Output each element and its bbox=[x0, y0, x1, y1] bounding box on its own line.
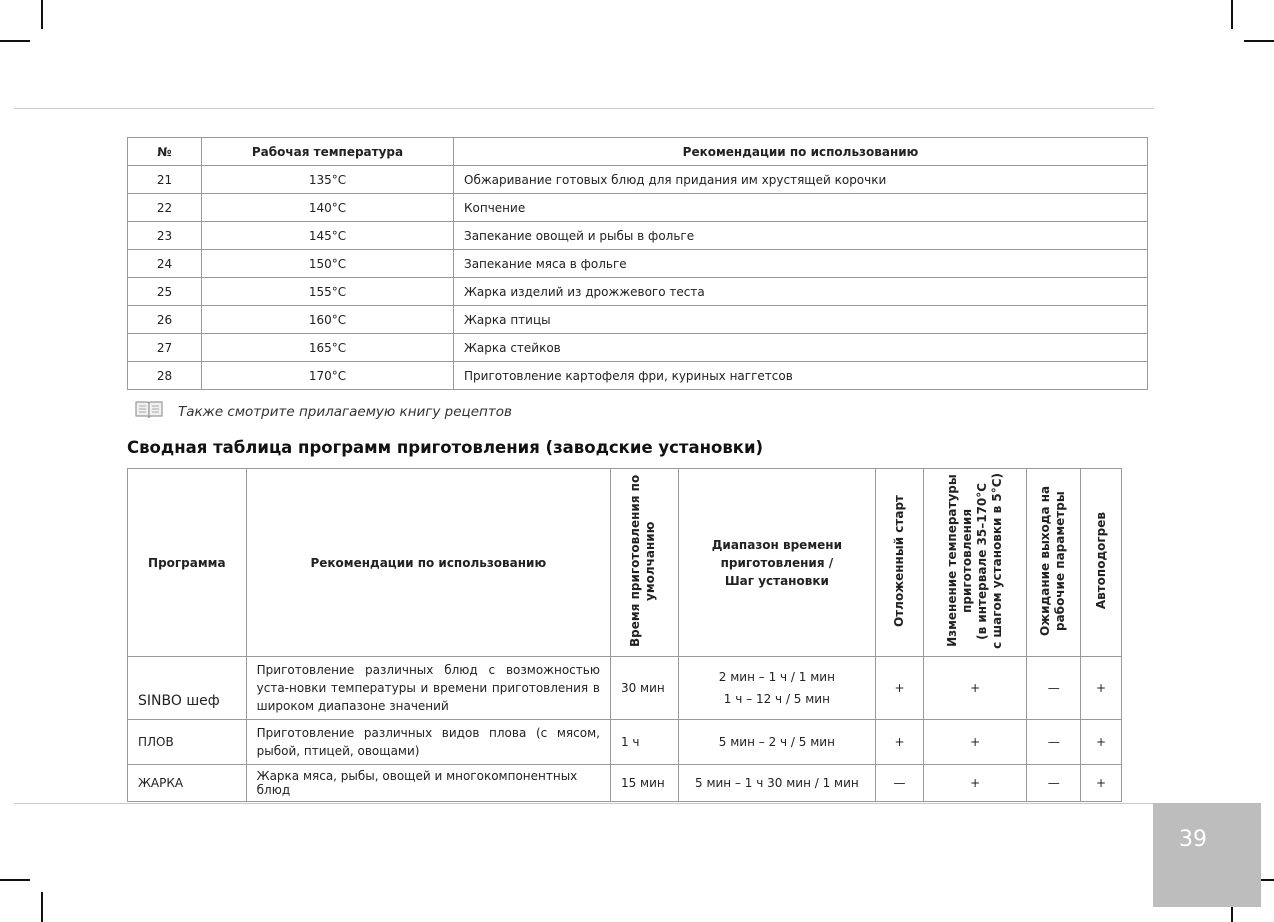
row-temp: 150°C bbox=[202, 250, 454, 278]
row-temp: 145°C bbox=[202, 222, 454, 250]
row-autoheat: + bbox=[1081, 657, 1122, 720]
row-rec: Копчение bbox=[454, 194, 1148, 222]
table-header-row bbox=[128, 138, 1148, 166]
header-waiting: Ожидание выхода на рабочие параметры bbox=[1027, 469, 1081, 657]
row-num: 28 bbox=[128, 362, 202, 390]
row-autoheat: + bbox=[1081, 720, 1122, 765]
row-rec: Приготовление различных блюд с возможностью уста-новки температуры и времени приготовления в широком диапазоне значений bbox=[246, 657, 610, 720]
row-rec: Жарка мяса, рыбы, овощей и многокомпонентных блюд bbox=[246, 765, 610, 802]
row-rec: Жарка птицы bbox=[454, 306, 1148, 334]
header-num: № bbox=[128, 138, 202, 166]
top-rule bbox=[14, 108, 1154, 109]
table-row bbox=[128, 222, 1148, 250]
crop-mark-bl-v bbox=[41, 892, 43, 922]
row-rec: Обжаривание готовых блюд для придания им хрустящей корочки bbox=[454, 166, 1148, 194]
crop-mark-tr-v bbox=[1231, 0, 1233, 29]
header-temperature: Рабочая температура bbox=[202, 138, 454, 166]
page-number: 39 bbox=[1179, 827, 1207, 852]
table-row bbox=[128, 194, 1148, 222]
header-delayed-start: Отложенный старт bbox=[876, 469, 924, 657]
row-default-time: 1 ч bbox=[610, 720, 678, 765]
table-row bbox=[128, 720, 1122, 765]
table-row bbox=[128, 166, 1148, 194]
row-num: 26 bbox=[128, 306, 202, 334]
row-num: 21 bbox=[128, 166, 202, 194]
row-program: ЖАРКА bbox=[128, 765, 247, 802]
crop-mark-tr-h bbox=[1244, 40, 1274, 42]
row-temp: 140°C bbox=[202, 194, 454, 222]
row-rec: Жарка изделий из дрожжевого теста bbox=[454, 278, 1148, 306]
header-time-range: Диапазон времени приготовления / Шаг установки bbox=[678, 469, 875, 657]
header-program: Программа bbox=[128, 469, 247, 657]
row-rec: Приготовление различных видов плова (с мясом, рыбой, птицей, овощами) bbox=[246, 720, 610, 765]
row-rec: Приготовление картофеля фри, куриных наггетсов bbox=[454, 362, 1148, 390]
row-range: 2 мин – 1 ч / 1 мин 1 ч – 12 ч / 5 мин bbox=[678, 657, 875, 720]
section-heading: Сводная таблица программ приготовления (заводские установки) bbox=[127, 438, 764, 457]
table-row bbox=[128, 657, 1122, 720]
temperature-table bbox=[127, 137, 1148, 390]
row-delayed: + bbox=[876, 657, 924, 720]
header-temp-change: Изменение температуры приготовления (в интервале 35–170°C с шагом установки в 5°C) bbox=[923, 469, 1026, 657]
crop-mark-bl-h bbox=[0, 879, 30, 881]
note-text: Также смотрите прилагаемую книгу рецептов bbox=[178, 404, 512, 420]
table-row bbox=[128, 278, 1148, 306]
crop-mark-tl-v bbox=[41, 0, 43, 29]
row-autoheat: + bbox=[1081, 765, 1122, 802]
row-waiting: — bbox=[1027, 720, 1081, 765]
row-num: 22 bbox=[128, 194, 202, 222]
header-recommendations: Рекомендации по использованию bbox=[454, 138, 1148, 166]
row-num: 24 bbox=[128, 250, 202, 278]
row-delayed: + bbox=[876, 720, 924, 765]
row-temp: 155°C bbox=[202, 278, 454, 306]
row-temp: 165°C bbox=[202, 334, 454, 362]
row-rec: Жарка стейков bbox=[454, 334, 1148, 362]
programs-table bbox=[127, 468, 1122, 802]
table-row bbox=[128, 334, 1148, 362]
header-recommendations: Рекомендации по использованию bbox=[246, 469, 610, 657]
row-num: 23 bbox=[128, 222, 202, 250]
row-num: 25 bbox=[128, 278, 202, 306]
table-row bbox=[128, 306, 1148, 334]
row-temp: 170°C bbox=[202, 362, 454, 390]
table-header-row bbox=[128, 469, 1122, 657]
row-range: 5 мин – 2 ч / 5 мин bbox=[678, 720, 875, 765]
book-icon bbox=[134, 400, 164, 424]
row-num: 27 bbox=[128, 334, 202, 362]
row-temp-change: + bbox=[923, 720, 1026, 765]
row-temp: 160°C bbox=[202, 306, 454, 334]
row-default-time: 15 мин bbox=[610, 765, 678, 802]
bottom-rule bbox=[14, 803, 1154, 804]
row-waiting: — bbox=[1027, 765, 1081, 802]
row-rec: Запекание овощей и рыбы в фольге bbox=[454, 222, 1148, 250]
row-program: SINBO шеф bbox=[128, 657, 247, 720]
header-default-time: Время приготовления по умолчанию bbox=[610, 469, 678, 657]
row-range: 5 мин – 1 ч 30 мин / 1 мин bbox=[678, 765, 875, 802]
row-temp-change: + bbox=[923, 765, 1026, 802]
row-temp: 135°C bbox=[202, 166, 454, 194]
table-row bbox=[128, 362, 1148, 390]
crop-mark-tl-h bbox=[0, 40, 30, 42]
table-row bbox=[128, 250, 1148, 278]
row-rec: Запекание мяса в фольге bbox=[454, 250, 1148, 278]
row-temp-change: + bbox=[923, 657, 1026, 720]
header-autoheat: Автоподогрев bbox=[1081, 469, 1122, 657]
page-number-box bbox=[1153, 803, 1261, 907]
recipe-book-note bbox=[134, 400, 512, 424]
row-delayed: — bbox=[876, 765, 924, 802]
table-row bbox=[128, 765, 1122, 802]
row-program: ПЛОВ bbox=[128, 720, 247, 765]
row-default-time: 30 мин bbox=[610, 657, 678, 720]
row-waiting: — bbox=[1027, 657, 1081, 720]
